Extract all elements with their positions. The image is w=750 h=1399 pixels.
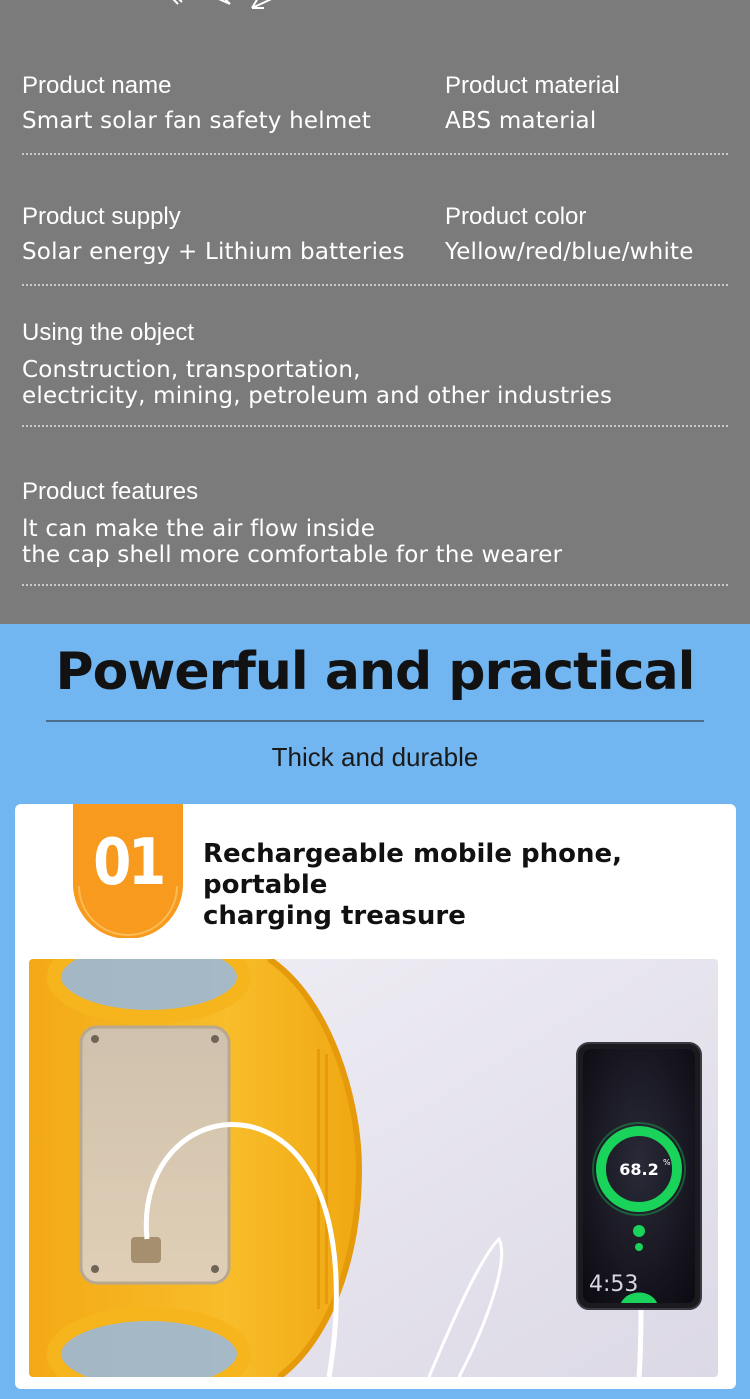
product-features-line-2: the cap shell more comfortable for the wearer: [22, 542, 563, 568]
product-photo: [29, 959, 718, 1377]
divider: [22, 153, 728, 155]
product-material-value: ABS material: [445, 108, 597, 134]
product-color-label: Product color: [445, 203, 587, 230]
product-supply-value: Solar energy + Lithium batteries: [22, 239, 405, 265]
product-name-value: Smart solar fan safety helmet: [22, 108, 372, 134]
divider: [22, 425, 728, 427]
feature-title: [203, 839, 733, 932]
promo-subhead: Thick and durable: [271, 742, 479, 772]
phone-time: 4:53: [589, 1272, 639, 1297]
decor-arrows-icon: [160, 0, 300, 14]
spec-section: [0, 0, 750, 624]
product-features-label: Product features: [22, 478, 199, 505]
phone-charge-percent: 68.2: [619, 1160, 659, 1179]
product-material-label: Product material: [445, 72, 620, 99]
using-object-line-2: electricity, mining, petroleum and other industries: [22, 383, 613, 409]
using-object-line-1: Construction, transportation,: [22, 357, 361, 383]
using-object-label: Using the object: [22, 319, 195, 346]
phone-charge-unit: %: [663, 1158, 671, 1167]
product-name-label: Product name: [22, 72, 172, 99]
feature-number: 01: [93, 826, 163, 900]
headline-underline: [46, 720, 704, 722]
product-features-line-1: lt can make the air flow inside: [22, 516, 376, 542]
product-supply-label: Product supply: [22, 203, 181, 230]
promo-headline: Powerful and practical: [55, 642, 695, 702]
helmet-charging-illustration: [29, 959, 718, 1377]
feature-title-line-2: charging treasure: [203, 901, 466, 931]
feature-card: [15, 804, 736, 1389]
product-color-value: Yellow/red/blue/white: [445, 239, 694, 265]
promo-section: [0, 624, 750, 1399]
divider: [22, 584, 728, 586]
feature-title-line-1: Rechargeable mobile phone, portable: [203, 839, 623, 900]
divider: [22, 284, 728, 286]
